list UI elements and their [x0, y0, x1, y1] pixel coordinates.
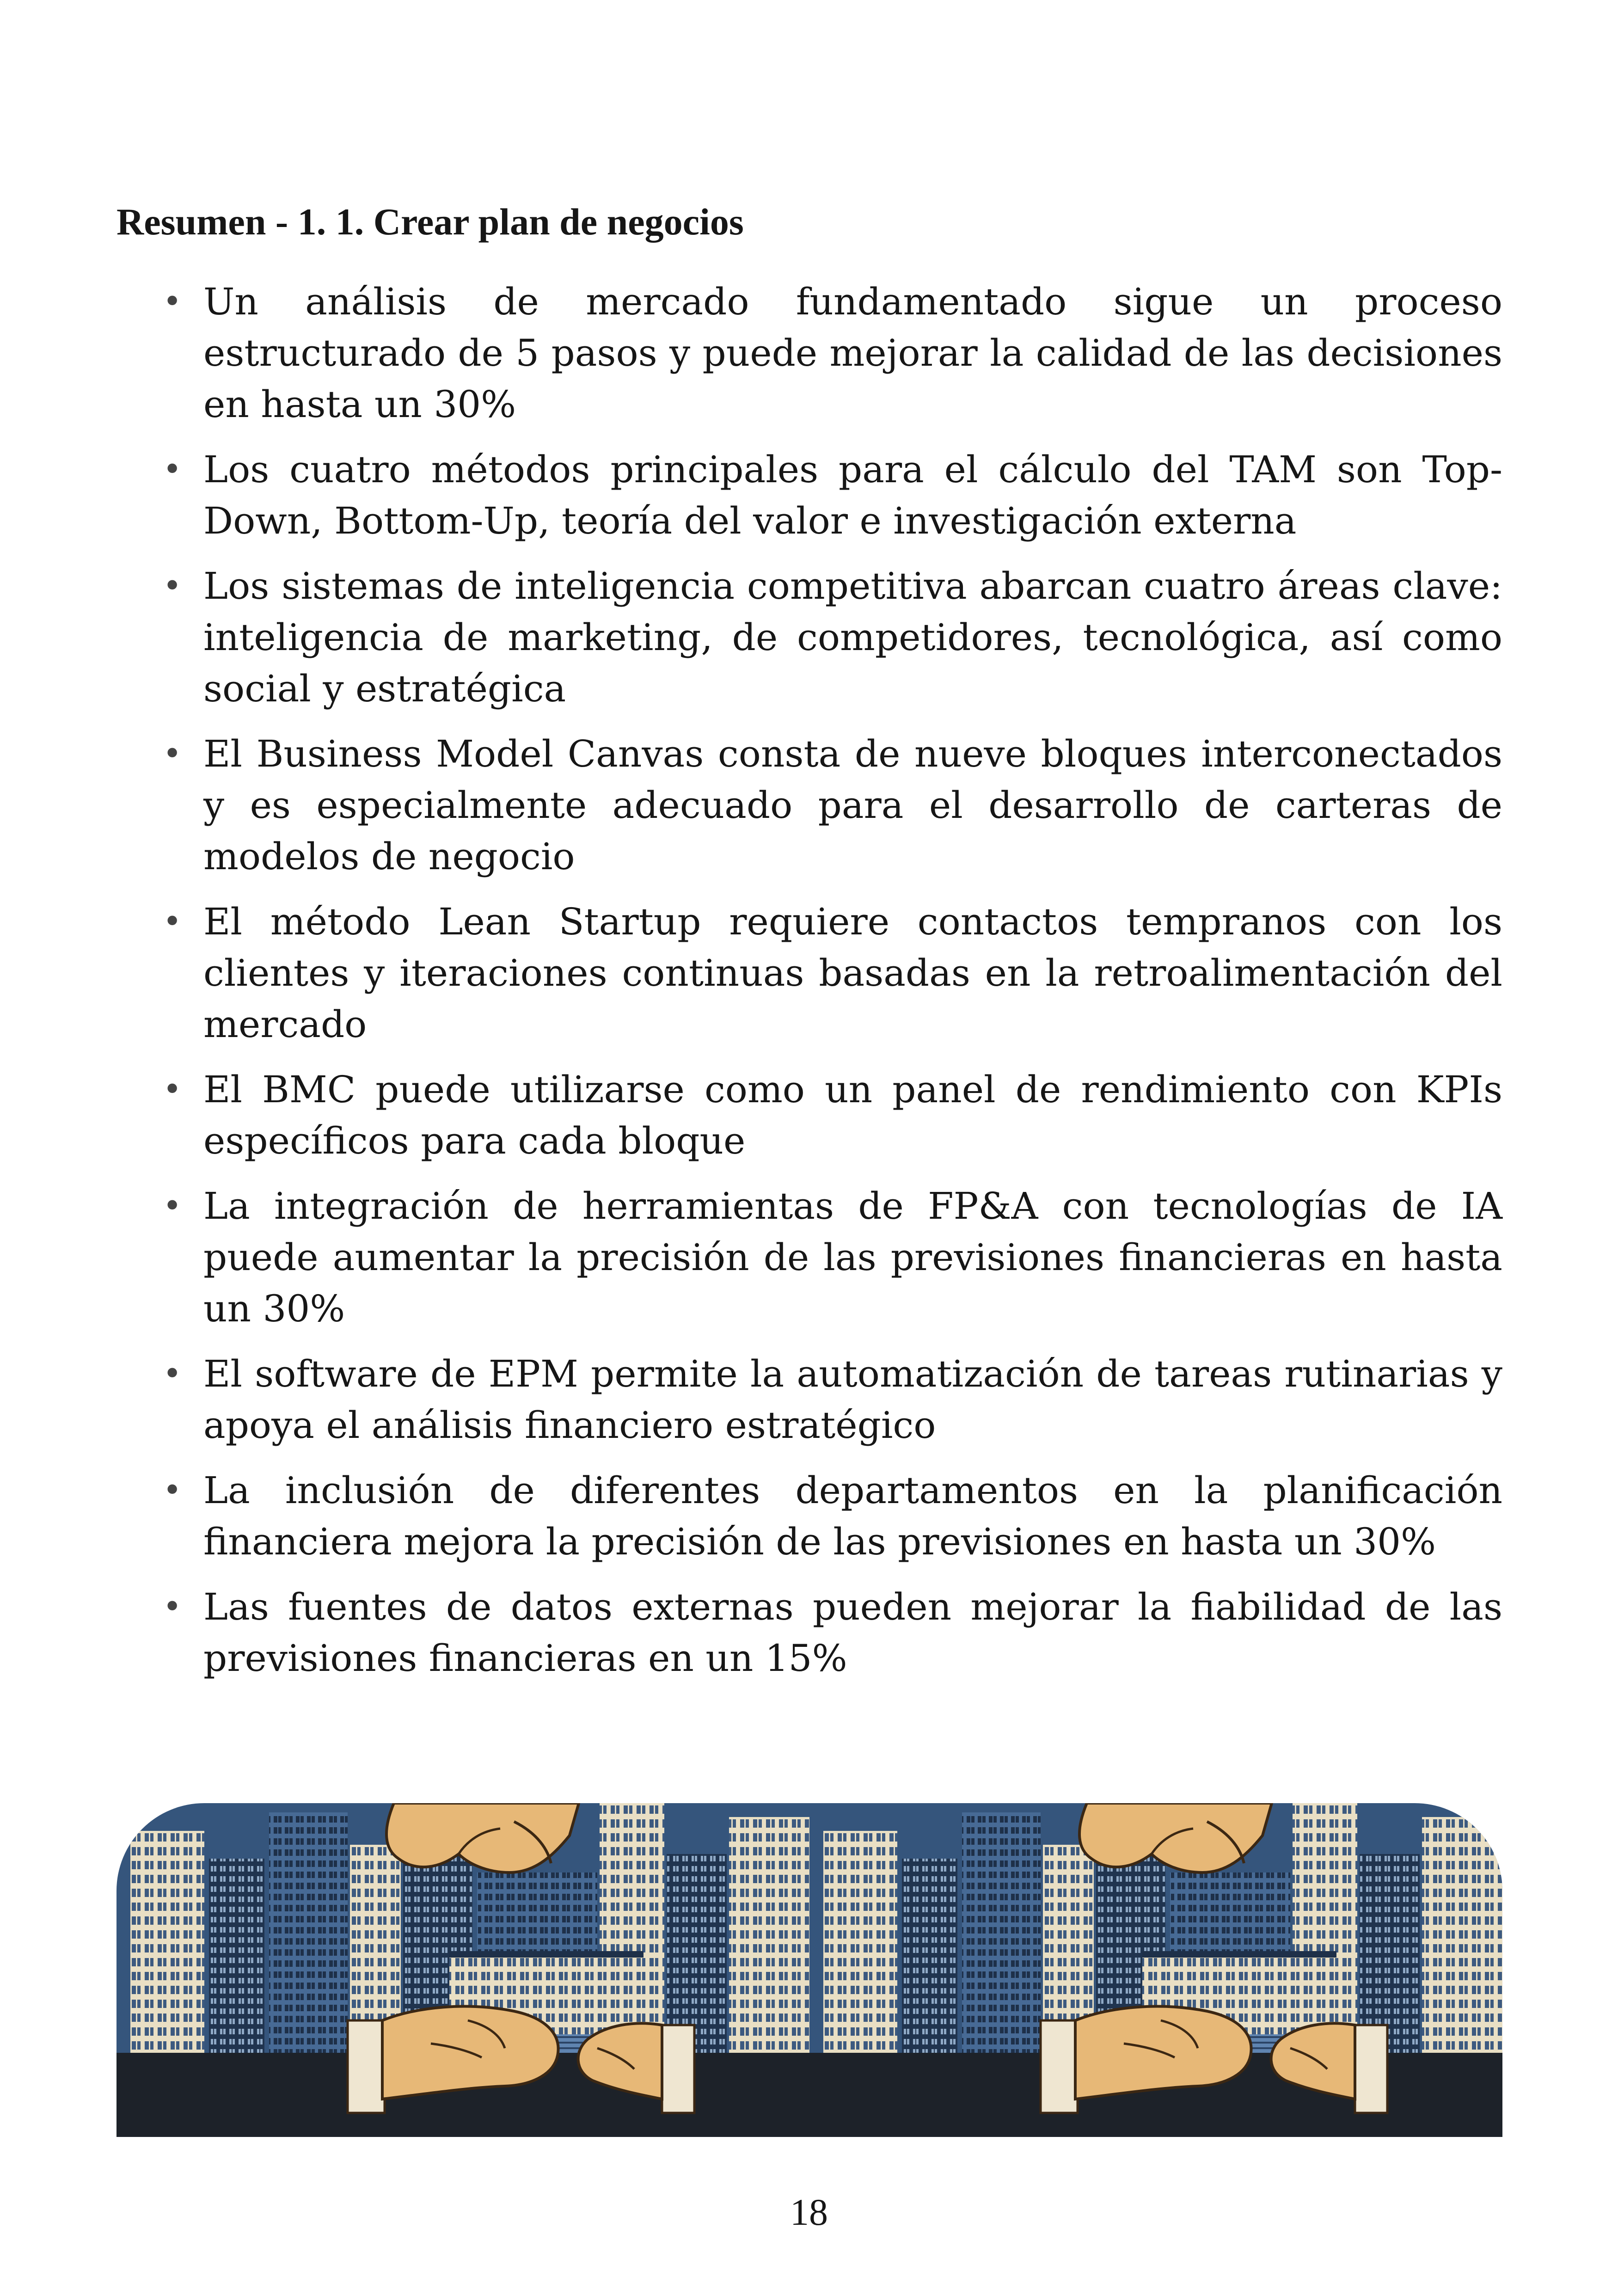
list-item-text: El Business Model Canvas consta de nueve bloques interconectados y es especialmente adecuado para el desarrollo de carteras de modelos de negocio	[203, 732, 1502, 878]
bullet-icon: •	[163, 902, 182, 940]
list-item	[116, 1581, 1502, 1684]
bullet-icon: •	[163, 1588, 182, 1626]
list-item-text: Las fuentes de datos externas pueden mejorar la fiabilidad de las previsiones financieras en un 15%	[203, 1585, 1502, 1680]
bullet-icon: •	[163, 1187, 182, 1225]
bullet-icon: •	[163, 735, 182, 773]
list-item	[116, 276, 1502, 430]
page-number: 18	[790, 2191, 828, 2233]
bullet-icon: •	[163, 567, 182, 605]
bullet-icon: •	[163, 1070, 182, 1108]
list-item	[116, 1465, 1502, 1567]
summary-list	[116, 276, 1502, 1698]
bullet-icon: •	[163, 1471, 182, 1509]
list-item	[116, 1348, 1502, 1451]
list-item-text: El BMC puede utilizarse como un panel de rendimiento con KPIs específicos para cada bloque	[203, 1068, 1502, 1162]
bullet-icon: •	[163, 1355, 182, 1393]
bullet-icon: •	[163, 450, 182, 488]
list-item-text: Los cuatro métodos principales para el cálculo del TAM son Top-Down, Bottom-Up, teoría del valor e investigación externa	[203, 448, 1502, 542]
list-item-text: El software de EPM permite la automatización de tareas rutinarias y apoya el análisis financiero estratégico	[203, 1352, 1502, 1447]
bullet-icon: •	[163, 282, 182, 320]
illustration-svg	[116, 1803, 1502, 2137]
list-item	[116, 896, 1502, 1050]
list-item	[116, 1180, 1502, 1334]
list-item-text: La integración de herramientas de FP&A con tecnologías de IA puede aumentar la precisión de las previsiones financieras en hasta un 30%	[203, 1185, 1502, 1330]
list-item	[116, 560, 1502, 714]
list-item	[116, 444, 1502, 546]
page-title: Resumen - 1. 1. Crear plan de negocios	[116, 201, 744, 243]
list-item-text: Un análisis de mercado fundamentado sigue un proceso estructurado de 5 pasos y puede mejorar la calidad de las decisiones en hasta un 30%	[203, 280, 1502, 426]
list-item	[116, 728, 1502, 882]
handshake-city-illustration	[116, 1803, 1502, 2137]
list-item-text: El método Lean Startup requiere contactos tempranos con los clientes y iteraciones continuas basadas en la retroalimentación del mercado	[203, 900, 1502, 1046]
list-item-text: La inclusión de diferentes departamentos en la planificación financiera mejora la precisión de las previsiones en hasta un 30%	[203, 1469, 1502, 1563]
list-item	[116, 1064, 1502, 1166]
list-item-text: Los sistemas de inteligencia competitiva abarcan cuatro áreas clave: inteligencia de marketing, de competidores, tecnológica, así como social y estratégica	[203, 565, 1502, 710]
